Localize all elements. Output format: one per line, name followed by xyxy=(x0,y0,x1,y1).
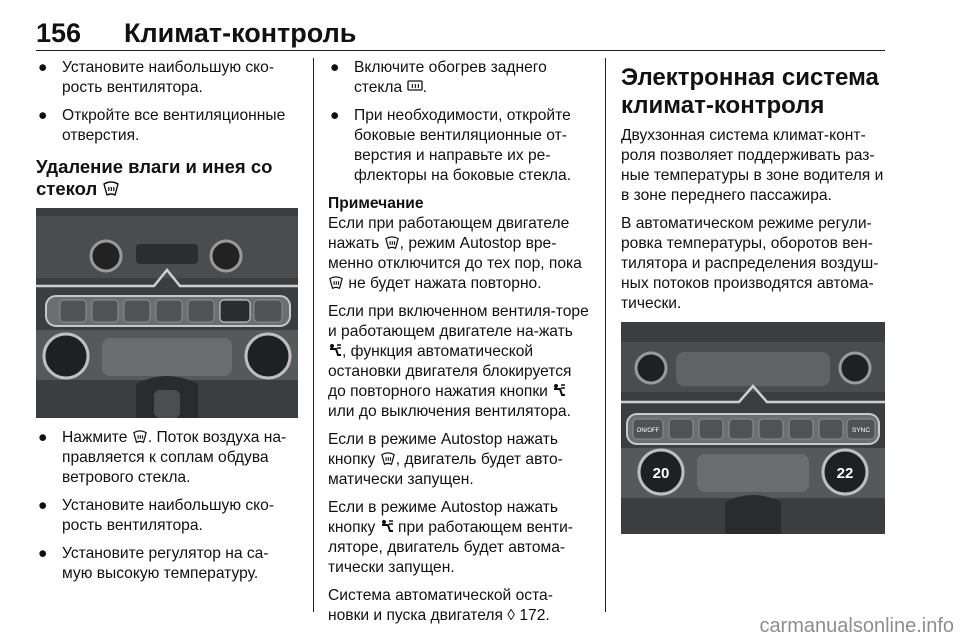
windscreen-defrost-icon xyxy=(380,452,396,466)
list-item xyxy=(36,544,298,584)
fan-airflow-icon xyxy=(552,383,566,398)
xref-arrow-icon: ◊ xyxy=(507,607,516,624)
cross-reference-paragraph: Система автоматической оста-новки и пуска двигателя ◊ 172. xyxy=(328,587,553,624)
list-item-text: При необходимости, откройте боковые вентиляционные от-верстия и направьте их ре-флекторы на боковые стекла. xyxy=(354,107,572,184)
column-divider xyxy=(313,58,314,612)
note-paragraph: Если при работающем двигателе нажать , режим Autostop вре-менно отключится до тех пор, пока не будет нажата повторно. xyxy=(328,215,582,292)
windscreen-defrost-icon xyxy=(102,181,120,197)
watermark: carmanualsonline.info xyxy=(759,615,954,637)
windscreen-defrost-icon xyxy=(132,430,148,444)
windscreen-defrost-icon xyxy=(328,276,344,290)
list-item xyxy=(328,106,590,186)
list-item-text: Установите регулятор на са-мую высокую температуру. xyxy=(62,545,269,582)
bullet: ● xyxy=(38,545,48,562)
list-item xyxy=(36,58,298,98)
rear-window-heater-icon xyxy=(407,80,423,94)
fan-airflow-icon xyxy=(380,519,394,534)
bullet: ● xyxy=(330,107,340,124)
page-link[interactable]: 172. xyxy=(519,607,550,624)
page-number: 156 xyxy=(36,18,82,48)
sync-label: SYNC xyxy=(851,427,871,434)
note-paragraph: Если в режиме Autostop нажать кнопку при работающем венти-ляторе, двигатель будет автома-тически запущен. xyxy=(328,499,573,576)
bullet: ● xyxy=(38,107,48,124)
list-item xyxy=(36,496,298,536)
bullet: ● xyxy=(330,59,340,76)
windscreen-defrost-icon xyxy=(384,236,400,250)
figure-climate-panel xyxy=(36,208,298,418)
note-paragraph: Если в режиме Autostop нажать кнопку , двигатель будет авто-матически запущен. xyxy=(328,431,563,488)
page-title: Климат-контроль xyxy=(124,18,357,48)
onoff-label: ON/OFF xyxy=(636,428,660,434)
list-item-text: Откройте все вентиляционные отверстия. xyxy=(62,107,286,144)
paragraph: В автоматическом режиме регули-ровка температуры, оборотов вен-тилятора и распределения воздуш-ных потоков производятся автома-тически. xyxy=(621,215,879,312)
list-item-text: Включите обогрев заднего стекла . xyxy=(354,59,547,96)
note-label: Примечание xyxy=(328,195,424,212)
list-item-text: Установите наибольшую ско-рость вентилятора. xyxy=(62,497,275,534)
bullet: ● xyxy=(38,497,48,514)
list-item xyxy=(328,58,590,98)
paragraph: Двухзонная система климат-конт-роля позволяет поддерживать раз-ные температуры в зоне водителя и в зоне переднего пассажира. xyxy=(621,127,884,204)
column-left xyxy=(36,58,298,592)
page-header xyxy=(36,18,356,52)
temp-right-display: 22 xyxy=(836,465,854,482)
column-divider xyxy=(605,58,606,612)
note-paragraph: Если при включенном вентиля-торе и работающем двигателе на-жать , функция автоматической остановки двигателя блокируется до повторного нажатия кнопки или до выключения вентилятора. xyxy=(328,303,589,420)
fan-airflow-icon xyxy=(328,343,342,358)
figure-electronic-climate-panel xyxy=(621,322,885,534)
bullet: ● xyxy=(38,429,48,446)
bullet: ● xyxy=(38,59,48,76)
list-item-text: Установите наибольшую ско-рость вентилятора. xyxy=(62,59,275,96)
temp-left-display: 20 xyxy=(652,465,670,482)
list-item xyxy=(36,106,298,146)
column-middle xyxy=(328,58,590,634)
section-heading: Электронная система климат-контроля xyxy=(621,64,879,119)
list-item-text: Нажмите . Поток воздуха на-правляется к соплам обдува ветрового стекла. xyxy=(62,429,287,486)
section-subheading: Удаление влаги и инея со стекол xyxy=(36,156,273,199)
list-item xyxy=(36,428,298,488)
header-rule xyxy=(36,50,885,51)
column-right xyxy=(621,58,885,534)
